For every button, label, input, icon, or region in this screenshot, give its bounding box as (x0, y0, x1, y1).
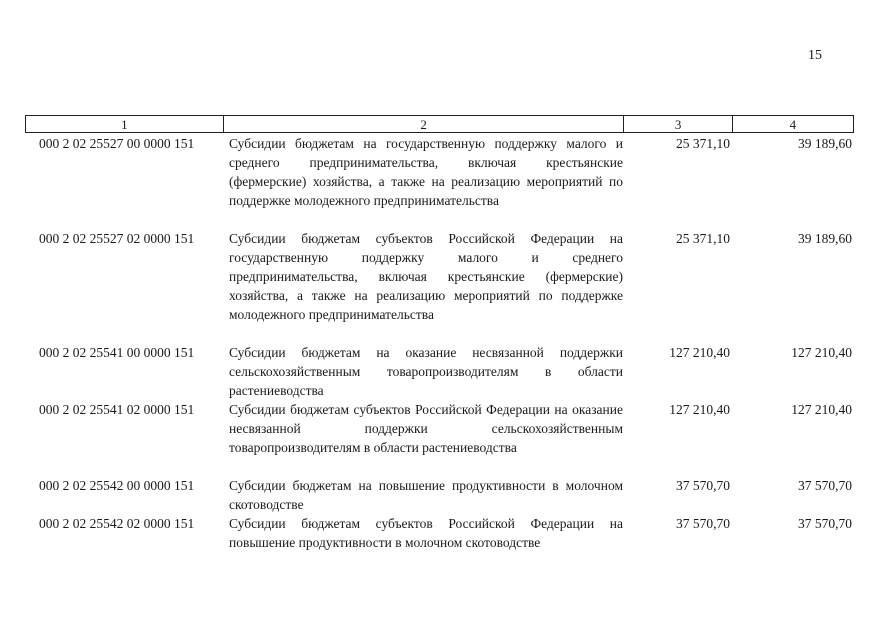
table-row (25, 514, 854, 552)
column-header-3: 3 (624, 116, 732, 132)
row-description: Субсидии бюджетам на оказание несвязанной поддержки сельскохозяйственным товаропроизводителям в области растениеводства (229, 345, 623, 398)
table-row (25, 343, 854, 400)
value-column-3: 37 570,70 (676, 478, 730, 493)
budget-code: 000 2 02 25541 02 0000 151 (39, 402, 195, 417)
budget-code: 000 2 02 25542 00 0000 151 (39, 478, 195, 493)
table-row (25, 229, 854, 324)
row-description: Субсидии бюджетам субъектов Российской Федерации на повышение продуктивности в молочном скотоводстве (229, 516, 623, 550)
table-row (25, 134, 854, 210)
budget-code: 000 2 02 25527 00 0000 151 (39, 136, 195, 151)
value-column-3: 127 210,40 (669, 402, 730, 417)
budget-code: 000 2 02 25527 02 0000 151 (39, 231, 195, 246)
value-column-4: 39 189,60 (798, 231, 852, 246)
row-description: Субсидии бюджетам на государственную поддержку малого и среднего предпринимательства, включая крестьянские (фермерские) хозяйства, а также на реализацию мероприятий по поддержке молодежного предпринимательства (229, 136, 623, 208)
column-header-2: 2 (224, 116, 625, 132)
table-header (25, 115, 854, 133)
column-header-4: 4 (789, 116, 797, 132)
value-column-3: 127 210,40 (669, 345, 730, 360)
value-column-4: 37 570,70 (798, 516, 852, 531)
table-row (25, 476, 854, 514)
row-description: Субсидии бюджетам субъектов Российской Федерации на оказание несвязанной поддержки сельскохозяйственным товаропроизводителям в области растениеводства (229, 402, 623, 455)
value-column-3: 25 371,10 (676, 136, 730, 151)
budget-table (25, 115, 854, 550)
budget-code: 000 2 02 25541 00 0000 151 (39, 345, 195, 360)
value-column-4: 127 210,40 (791, 345, 852, 360)
value-column-4: 127 210,40 (791, 402, 852, 417)
row-description: Субсидии бюджетам на повышение продуктивности в молочном скотоводстве (229, 478, 623, 512)
value-column-3: 37 570,70 (676, 516, 730, 531)
table-row (25, 400, 854, 457)
column-header-1: 1 (26, 116, 224, 132)
page-number: 15 (808, 48, 822, 63)
value-column-3: 25 371,10 (676, 231, 730, 246)
value-column-4: 39 189,60 (798, 136, 852, 151)
row-description: Субсидии бюджетам субъектов Российской Федерации на государственную поддержку малого и среднего предпринимательства, включая крестьянские (фермерские) хозяйства, а также на реализацию мероприятий по поддержке молодежного предпринимательства (229, 231, 623, 322)
budget-code: 000 2 02 25542 02 0000 151 (39, 516, 195, 531)
value-column-4: 37 570,70 (798, 478, 852, 493)
